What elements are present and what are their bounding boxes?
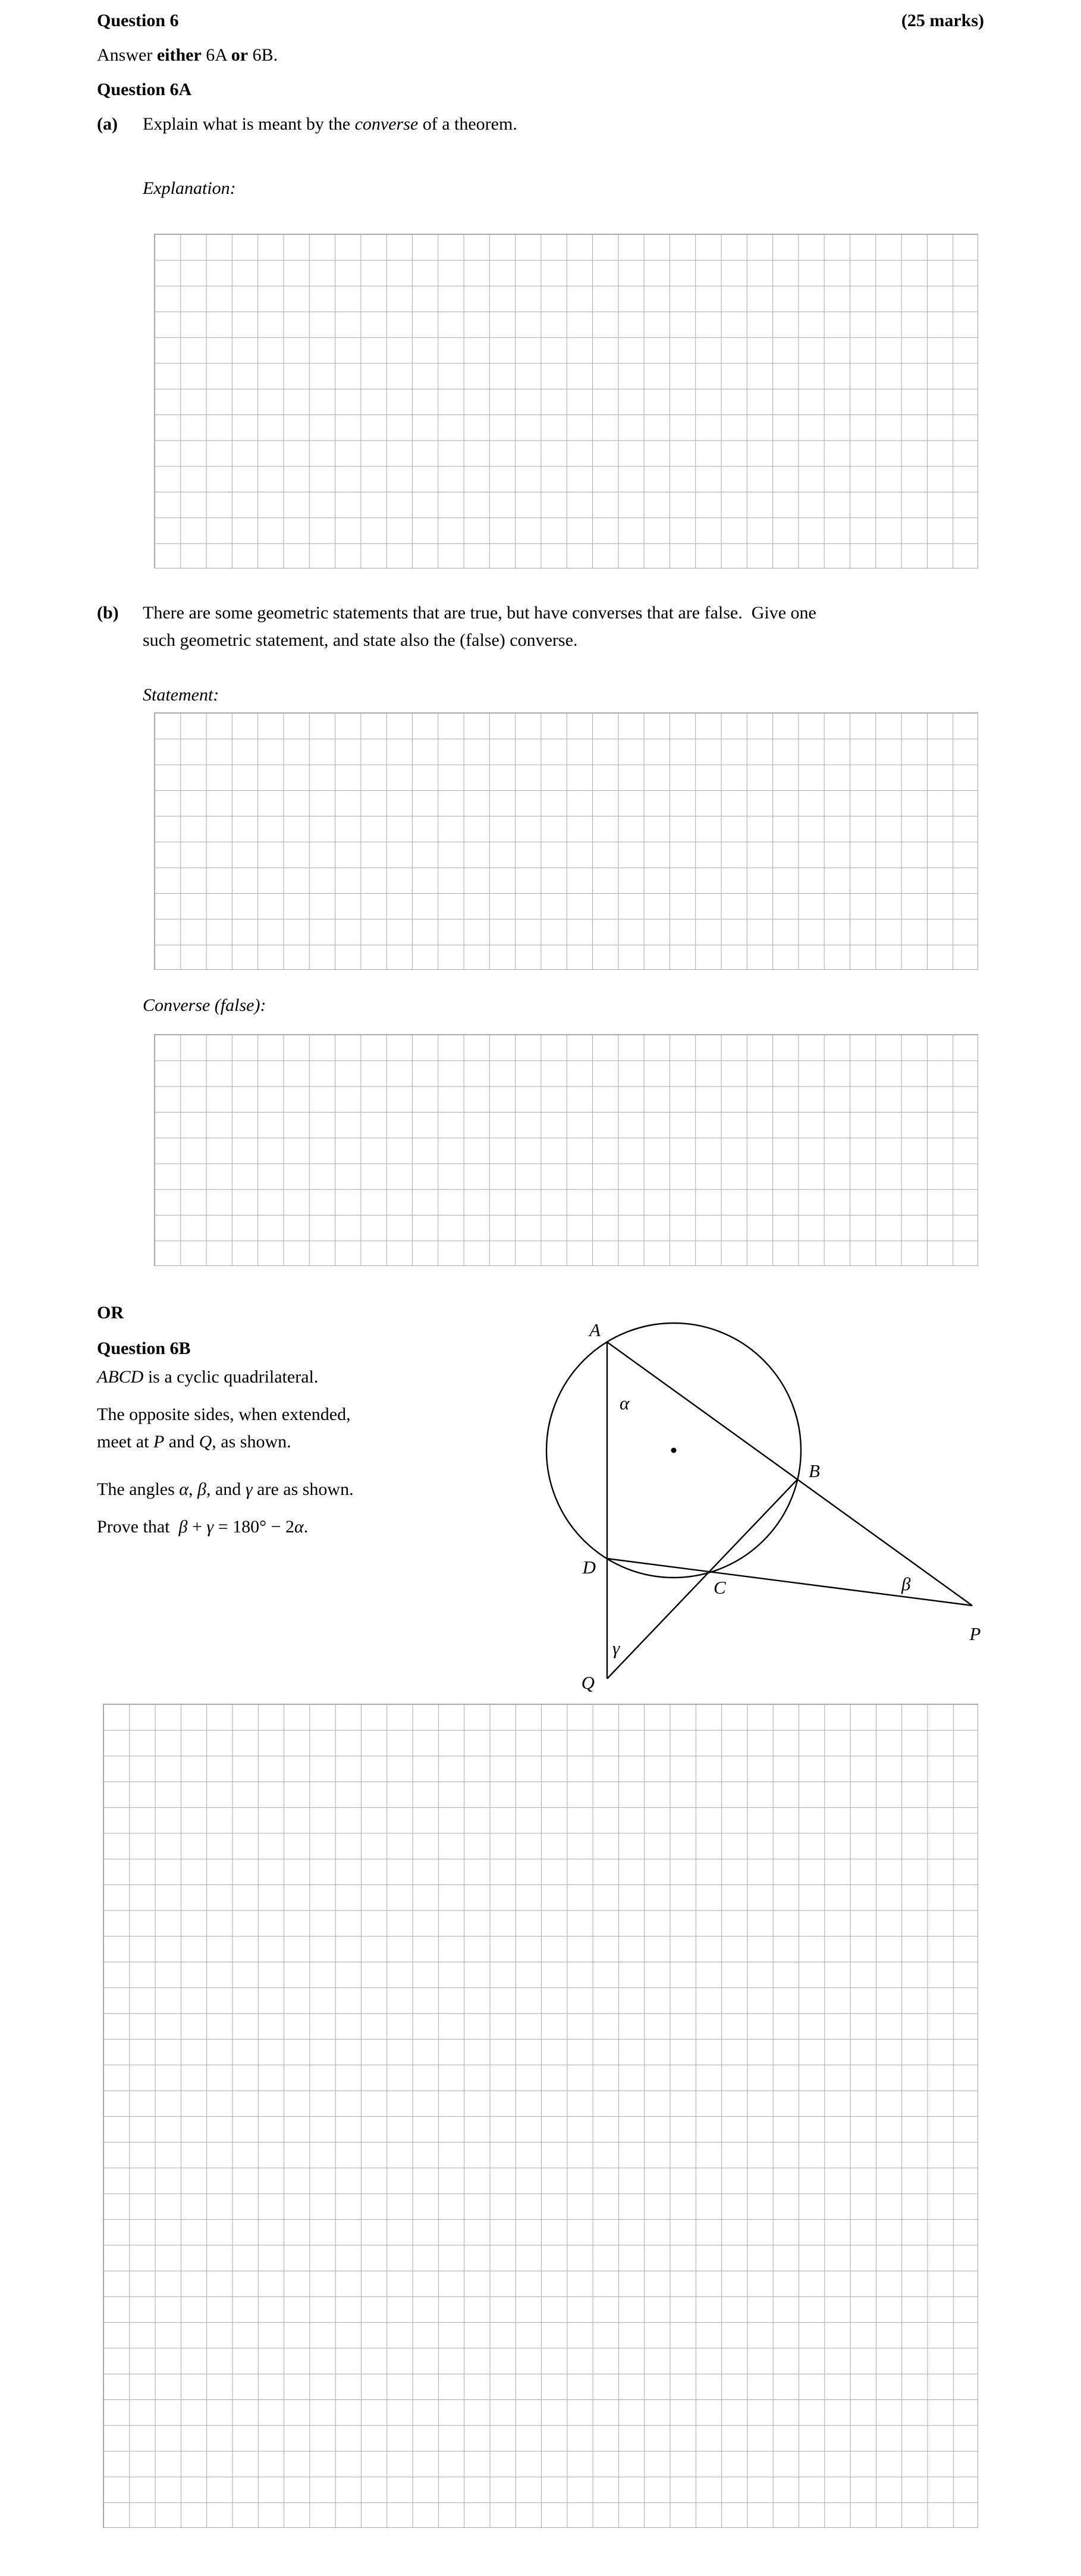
part-b-label: (b) [97, 603, 119, 623]
or-label: OR [97, 1303, 124, 1322]
question-title: Question 6 [97, 11, 179, 30]
explanation-label: Explanation: [143, 178, 236, 198]
question-6a-title: Question 6A [97, 80, 192, 99]
diagram-label-Q: Q [581, 1672, 595, 1693]
converse-label: Converse (false): [143, 995, 266, 1015]
diagram-label-P: P [969, 1623, 981, 1644]
part-b-prompt-line2: such geometric statement, and state also the (false) converse. [143, 630, 578, 650]
work-grid [103, 1704, 978, 2528]
diagram-label-A: A [589, 1320, 601, 1340]
answer-instruction: Answer either 6A or 6B. [97, 45, 278, 65]
diagram-label-D: D [582, 1557, 596, 1578]
cyclic-quadrilateral-diagram [523, 1290, 1017, 1707]
part-a-label: (a) [97, 114, 118, 134]
diagram-label-B: B [809, 1460, 820, 1481]
q6b-line-prove: Prove that β + γ = 180° − 2α. [97, 1517, 309, 1537]
marks-label: (25 marks) [901, 11, 984, 30]
part-a-prompt: Explain what is meant by the converse of a theorem. [143, 114, 517, 134]
diagram-label-C: C [714, 1577, 726, 1598]
circle-center-dot [671, 1448, 677, 1453]
q6b-line-opposite: The opposite sides, when extended, [97, 1405, 351, 1424]
diagram-label-β: β [901, 1573, 911, 1594]
statement-label: Statement: [143, 685, 219, 705]
diagram-label-α: α [620, 1393, 630, 1413]
converse-grid [154, 1034, 978, 1266]
diagram-label-γ: γ [612, 1638, 620, 1658]
question-6b-title: Question 6B [97, 1339, 191, 1358]
q6b-line-cyclic: ABCD is a cyclic quadrilateral. [97, 1367, 319, 1387]
part-b-prompt-line1: There are some geometric statements that are true, but have converses that are false. Give one [143, 603, 816, 623]
explanation-grid [154, 234, 978, 568]
q6b-line-meet: meet at P and Q, as shown. [97, 1432, 291, 1452]
q6b-line-angles: The angles α, β, and γ are as shown. [97, 1479, 354, 1499]
statement-grid [154, 712, 978, 970]
